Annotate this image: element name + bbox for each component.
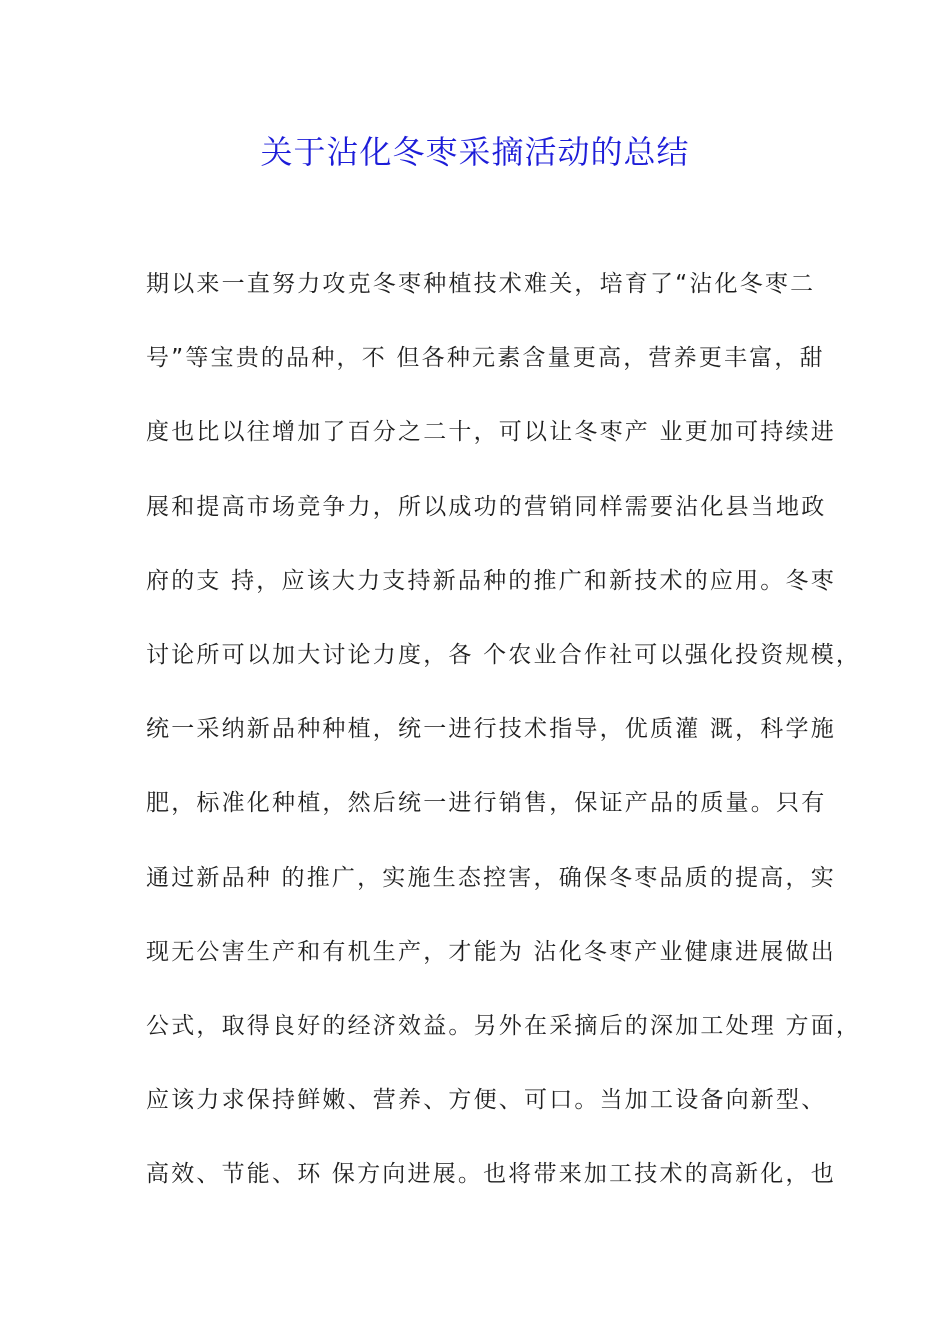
- body-line: 应该力求保持鲜嫩、营养、方便、可口。当加工设备向新型、: [146, 1087, 827, 1114]
- body-line: 公式，取得良好的经济效益。另外在采摘后的深加工处理 方面，: [146, 1012, 862, 1039]
- document-title: 关于沾化冬枣采摘活动的总结: [260, 133, 690, 171]
- body-line: 高效、节能、环 保方向进展。也将带来加工技术的高新化，也: [146, 1161, 836, 1188]
- body-line: 期以来一直努力攻克冬枣种植技术难关，培育了“沾化冬枣二: [146, 271, 816, 297]
- body-line: 通过新品种 的推广，实施生态控害，确保冬枣品质的提高，实: [146, 864, 836, 891]
- body-line: 现无公害生产和有机生产，才能为 沾化冬枣产业健康进展做出: [146, 938, 836, 965]
- body-line: 展和提高市场竞争力，所以成功的营销同样需要沾化县当地政: [146, 493, 827, 520]
- body-line: 府的支 持，应该大力支持新品种的推广和新技术的应用。冬枣: [146, 567, 836, 594]
- body-line: 统一采纳新品种种植，统一进行技术指导，优质灌 溉，科学施: [146, 716, 836, 743]
- document-body: [146, 262, 862, 1226]
- body-line: 肥，标准化种植，然后统一进行销售，保证产品的质量。只有: [146, 790, 827, 817]
- body-line: 讨论所可以加大讨论力度，各 个农业合作社可以强化投资规模，: [146, 641, 862, 668]
- body-line: 度也比以往增加了百分之二十，可以让冬枣产 业更加可持续进: [146, 419, 836, 446]
- body-line: 号”等宝贵的品种，不 但各种元素含量更高，营养更丰富，甜: [146, 345, 825, 372]
